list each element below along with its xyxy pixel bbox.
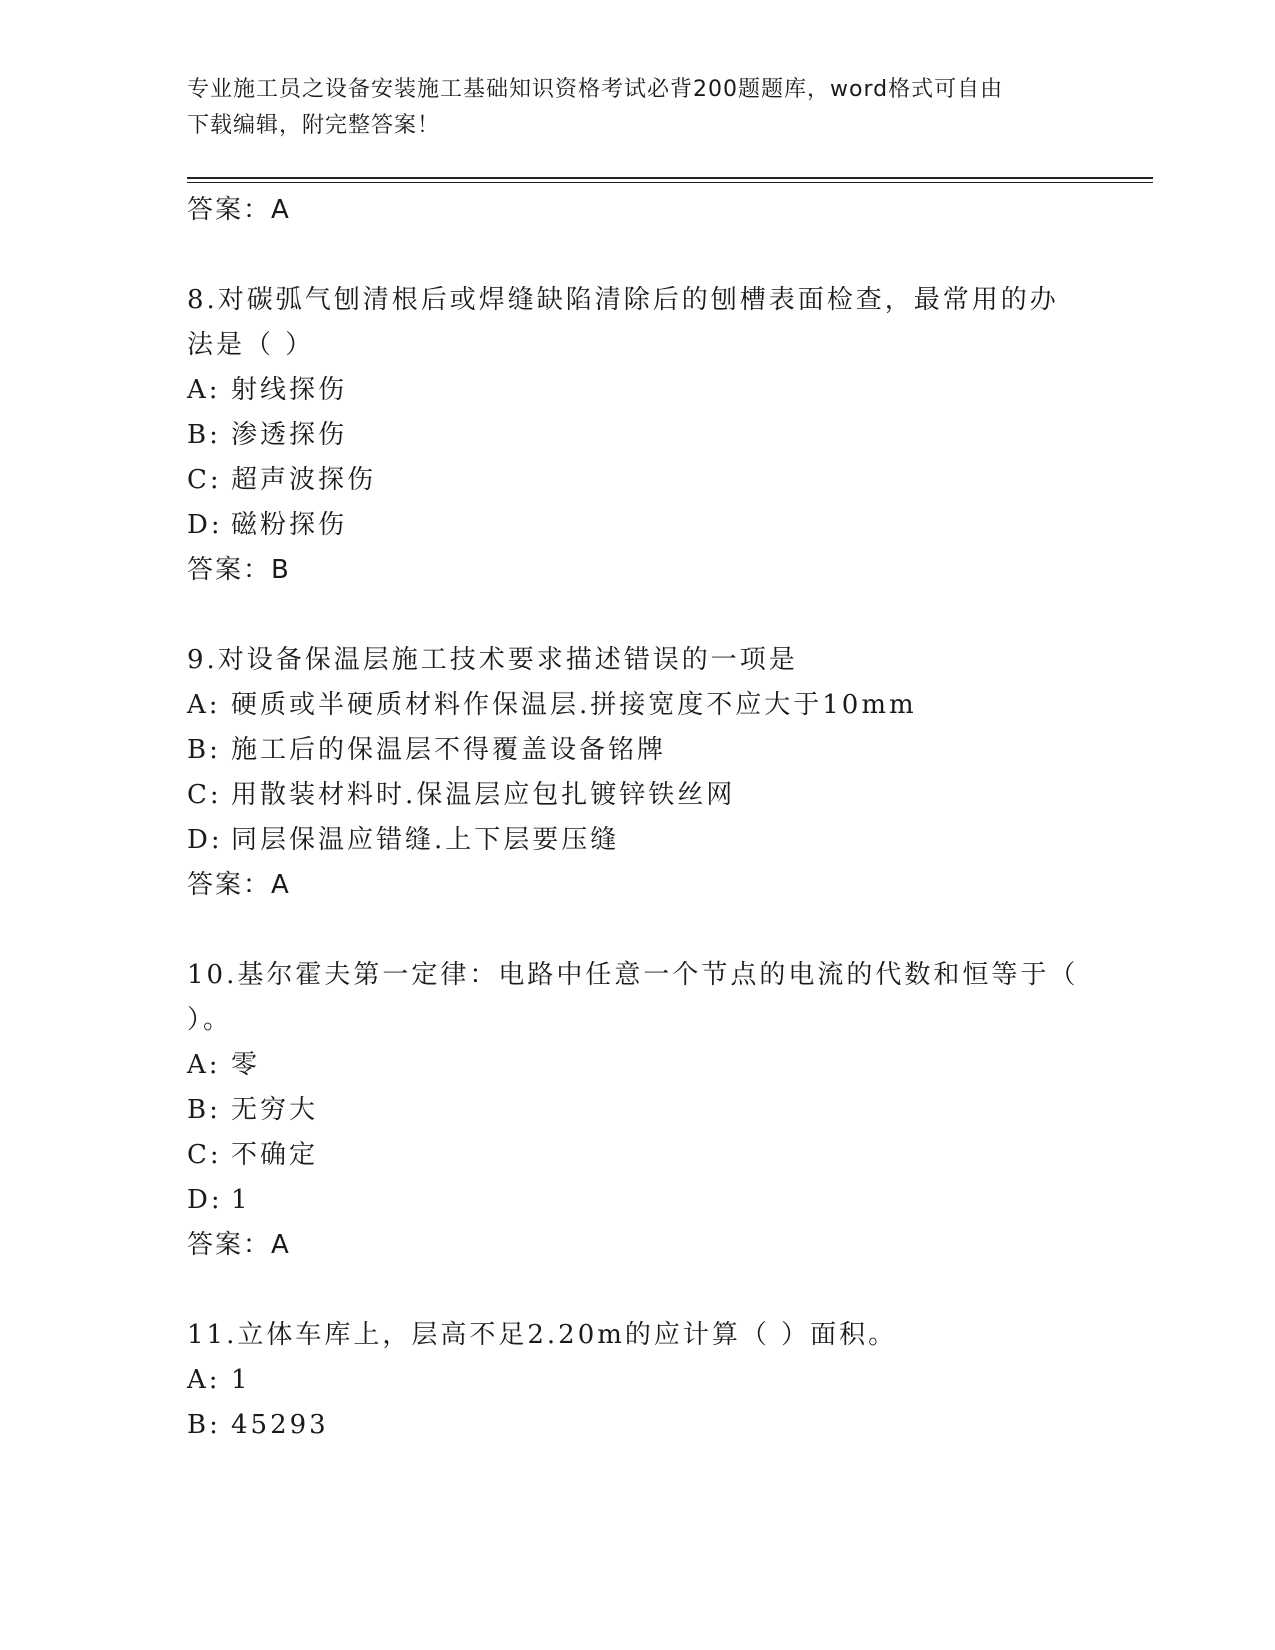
header-line-1: 专业施工员之设备安装施工基础知识资格考试必背200题题库，word格式可自由 [187, 77, 1004, 102]
question-gap [187, 908, 1087, 953]
option-b [187, 1403, 1087, 1448]
document-header [187, 72, 1087, 144]
answer-line: 答案：B [187, 555, 291, 585]
question-block [187, 278, 1087, 593]
option-label: B: [187, 735, 221, 765]
option-label: A: [187, 690, 221, 720]
answer-line: 答案：A [187, 870, 291, 900]
option-c [187, 1133, 1087, 1178]
option-label: D: [187, 1185, 223, 1215]
question-text-line: 法是（ ） [187, 330, 315, 360]
option-text: 磁粉探伤 [231, 510, 348, 540]
question-text-line: 9.对设备保温层施工技术要求描述错误的一项是 [187, 645, 798, 675]
option-label: C: [187, 780, 222, 810]
option-text: 无穷大 [231, 1095, 319, 1125]
option-label: C: [187, 465, 222, 495]
option-text: 硬质或半硬质材料作保温层.拼接宽度不应大于10mm [231, 690, 917, 720]
question-text-line: 10.基尔霍夫第一定律：电路中任意一个节点的电流的代数和恒等于（ [187, 960, 1079, 990]
option-label: B: [187, 1095, 221, 1125]
option-label: A: [187, 375, 221, 405]
option-c [187, 773, 1087, 818]
option-d [187, 818, 1087, 863]
question-block [187, 638, 1087, 908]
option-text: 超声波探伤 [231, 465, 377, 495]
question-text-line: ）。 [187, 1005, 233, 1035]
option-b [187, 728, 1087, 773]
option-label: D: [187, 510, 223, 540]
option-text: 1 [231, 1365, 251, 1395]
question-gap [187, 1268, 1087, 1313]
option-text: 用散装材料时.保温层应包扎镀锌铁丝网 [231, 780, 736, 810]
header-rule-thin [187, 182, 1153, 183]
question-block [187, 1313, 1087, 1448]
option-text: 45293 [231, 1410, 329, 1440]
option-d [187, 1178, 1087, 1223]
option-text: 1 [231, 1185, 251, 1215]
option-d [187, 503, 1087, 548]
option-label: A: [187, 1365, 221, 1395]
option-b [187, 413, 1087, 458]
question-gap [187, 593, 1087, 638]
option-text: 不确定 [231, 1140, 319, 1170]
question-text-line: 11.立体车库上，层高不足2.20m的应计算（ ）面积。 [187, 1320, 898, 1350]
header-line-2: 下载编辑，附完整答案！ [187, 113, 441, 138]
answer-line: 答案：A [187, 195, 291, 225]
option-a [187, 1358, 1087, 1403]
option-text: 施工后的保温层不得覆盖设备铭牌 [231, 735, 667, 765]
option-label: B: [187, 420, 221, 450]
option-text: 同层保温应错缝.上下层要压缝 [231, 825, 620, 855]
option-a [187, 368, 1087, 413]
option-label: A: [187, 1050, 221, 1080]
option-text: 零 [231, 1050, 261, 1080]
answer-line: 答案：A [187, 1230, 291, 1260]
option-b [187, 1088, 1087, 1133]
header-rule-thick [187, 177, 1153, 179]
option-label: B: [187, 1410, 221, 1440]
option-text: 射线探伤 [231, 375, 348, 405]
option-label: D: [187, 825, 223, 855]
option-text: 渗透探伤 [231, 420, 348, 450]
option-a [187, 683, 1087, 728]
option-c [187, 458, 1087, 503]
question-block [187, 953, 1087, 1268]
option-a [187, 1043, 1087, 1088]
question-text-line: 8.对碳弧气刨清根后或焊缝缺陷清除后的刨槽表面检查，最常用的办 [187, 285, 1059, 315]
question-list [187, 188, 1087, 1448]
option-label: C: [187, 1140, 222, 1170]
